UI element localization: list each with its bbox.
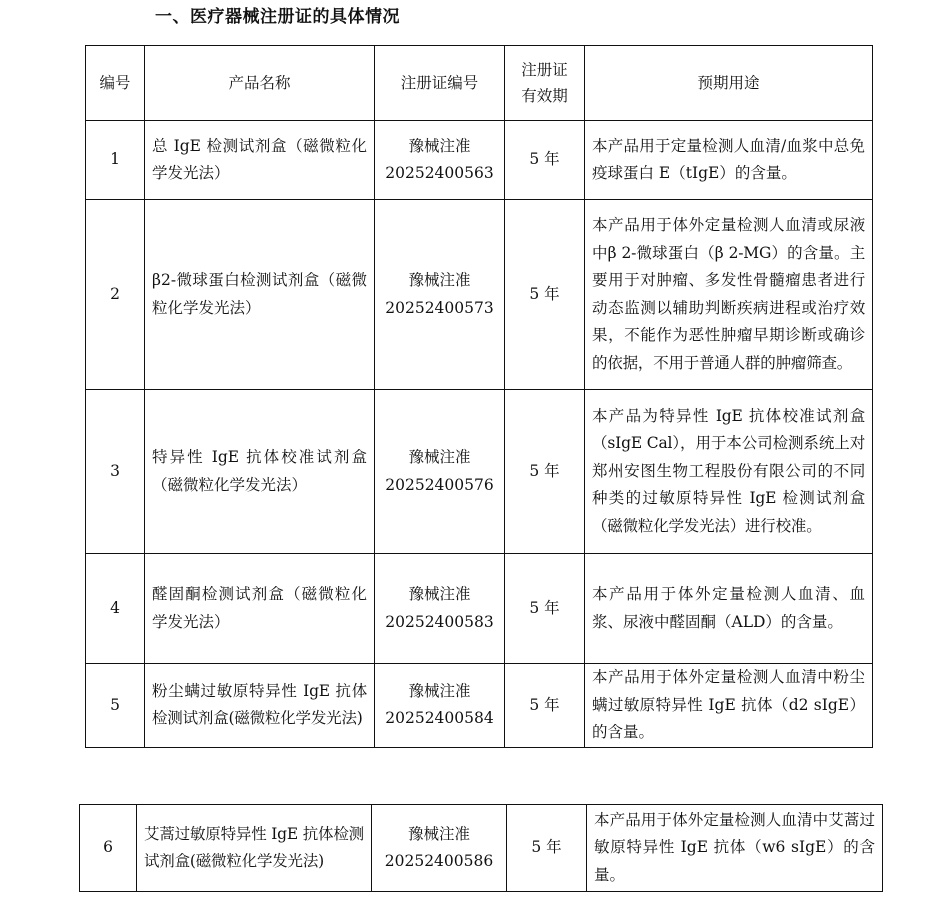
registration-number <box>375 121 505 200</box>
validity: 5 年 <box>507 805 587 892</box>
row-index: 2 <box>86 200 145 390</box>
registration-code: 20252400586 <box>384 852 494 870</box>
header-registration-number: 注册证编号 <box>375 46 505 121</box>
registration-number <box>375 200 505 390</box>
intended-use: 本产品为特异性 IgE 抗体校准试剂盒（sIgE Cal），用于本公司检测系统上对郑州安图生物工程股份有限公司的不同种类的过敏原特异性 IgE 检测试剂盒（磁微粒化学发光法）进行校准。 <box>585 390 873 554</box>
registration-prefix: 豫械注准 <box>408 136 471 155</box>
product-name: β2-微球蛋白检测试剂盒（磁微粒化学发光法） <box>145 200 375 390</box>
header-validity: 注册证有效期 <box>505 46 585 121</box>
registration-table-continued <box>79 804 883 892</box>
section-title: 一、医疗器械注册证的具体情况 <box>155 7 400 27</box>
registration-code: 20252400573 <box>385 298 494 317</box>
product-name: 醛固酮检测试剂盒（磁微粒化学发光法） <box>145 554 375 664</box>
row-index: 6 <box>80 805 137 892</box>
table-header-row <box>86 46 873 121</box>
table-row <box>86 554 873 664</box>
validity: 5 年 <box>505 121 585 200</box>
registration-prefix: 豫械注准 <box>408 271 471 289</box>
registration-prefix: 豫械注准 <box>408 585 471 603</box>
registration-code: 20252400563 <box>385 164 494 182</box>
header-index: 编号 <box>86 46 145 121</box>
registration-number <box>372 805 507 892</box>
product-name: 粉尘螨过敏原特异性 IgE 抗体检测试剂盒(磁微粒化学发光法) <box>145 664 375 748</box>
registration-number <box>375 390 505 554</box>
registration-code: 20252400584 <box>385 709 494 728</box>
intended-use: 本产品用于定量检测人血清/血浆中总免疫球蛋白 E（tIgE）的含量。 <box>585 121 873 200</box>
intended-use: 本产品用于体外定量检测人血清、血浆、尿液中醛固酮（ALD）的含量。 <box>585 554 873 664</box>
product-name: 特异性 IgE 抗体校准试剂盒（磁微粒化学发光法） <box>145 390 375 554</box>
product-name: 艾蒿过敏原特异性 IgE 抗体检测试剂盒(磁微粒化学发光法) <box>137 805 372 892</box>
table-row <box>80 805 883 892</box>
row-index: 4 <box>86 554 145 664</box>
validity: 5 年 <box>505 200 585 390</box>
registration-code: 20252400583 <box>385 612 494 631</box>
product-name: 总 IgE 检测试剂盒（磁微粒化学发光法） <box>145 121 375 200</box>
intended-use: 本产品用于体外定量检测人血清中粉尘螨过敏原特异性 IgE 抗体（d2 sIgE）的含量。 <box>585 664 873 748</box>
registration-number <box>375 554 505 664</box>
registration-prefix: 豫械注准 <box>408 448 471 466</box>
registration-prefix: 豫械注准 <box>407 824 470 843</box>
row-index: 1 <box>86 121 145 200</box>
table-row <box>86 121 873 200</box>
row-index: 5 <box>86 664 145 748</box>
table-row <box>86 664 873 748</box>
intended-use: 本产品用于体外定量检测人血清或尿液中β 2-微球蛋白（β 2-MG）的含量。主要用于对肿瘤、多发性骨髓瘤患者进行动态监测以辅助判断疾病进程或治疗效果，不能作为恶性肿瘤早期诊断或确诊的依据，不用于普通人群的肿瘤筛查。 <box>585 200 873 390</box>
table-row <box>86 390 873 554</box>
registration-code: 20252400576 <box>385 475 494 494</box>
table-row <box>86 200 873 390</box>
registration-number <box>375 664 505 748</box>
registration-table <box>85 45 873 748</box>
registration-prefix: 豫械注准 <box>408 681 471 700</box>
validity: 5 年 <box>505 664 585 748</box>
validity: 5 年 <box>505 390 585 554</box>
row-index: 3 <box>86 390 145 554</box>
intended-use: 本产品用于体外定量检测人血清中艾蒿过敏原特异性 IgE 抗体（w6 sIgE）的含量。 <box>587 805 883 892</box>
header-product-name: 产品名称 <box>145 46 375 121</box>
header-intended-use: 预期用途 <box>585 46 873 121</box>
validity: 5 年 <box>505 554 585 664</box>
